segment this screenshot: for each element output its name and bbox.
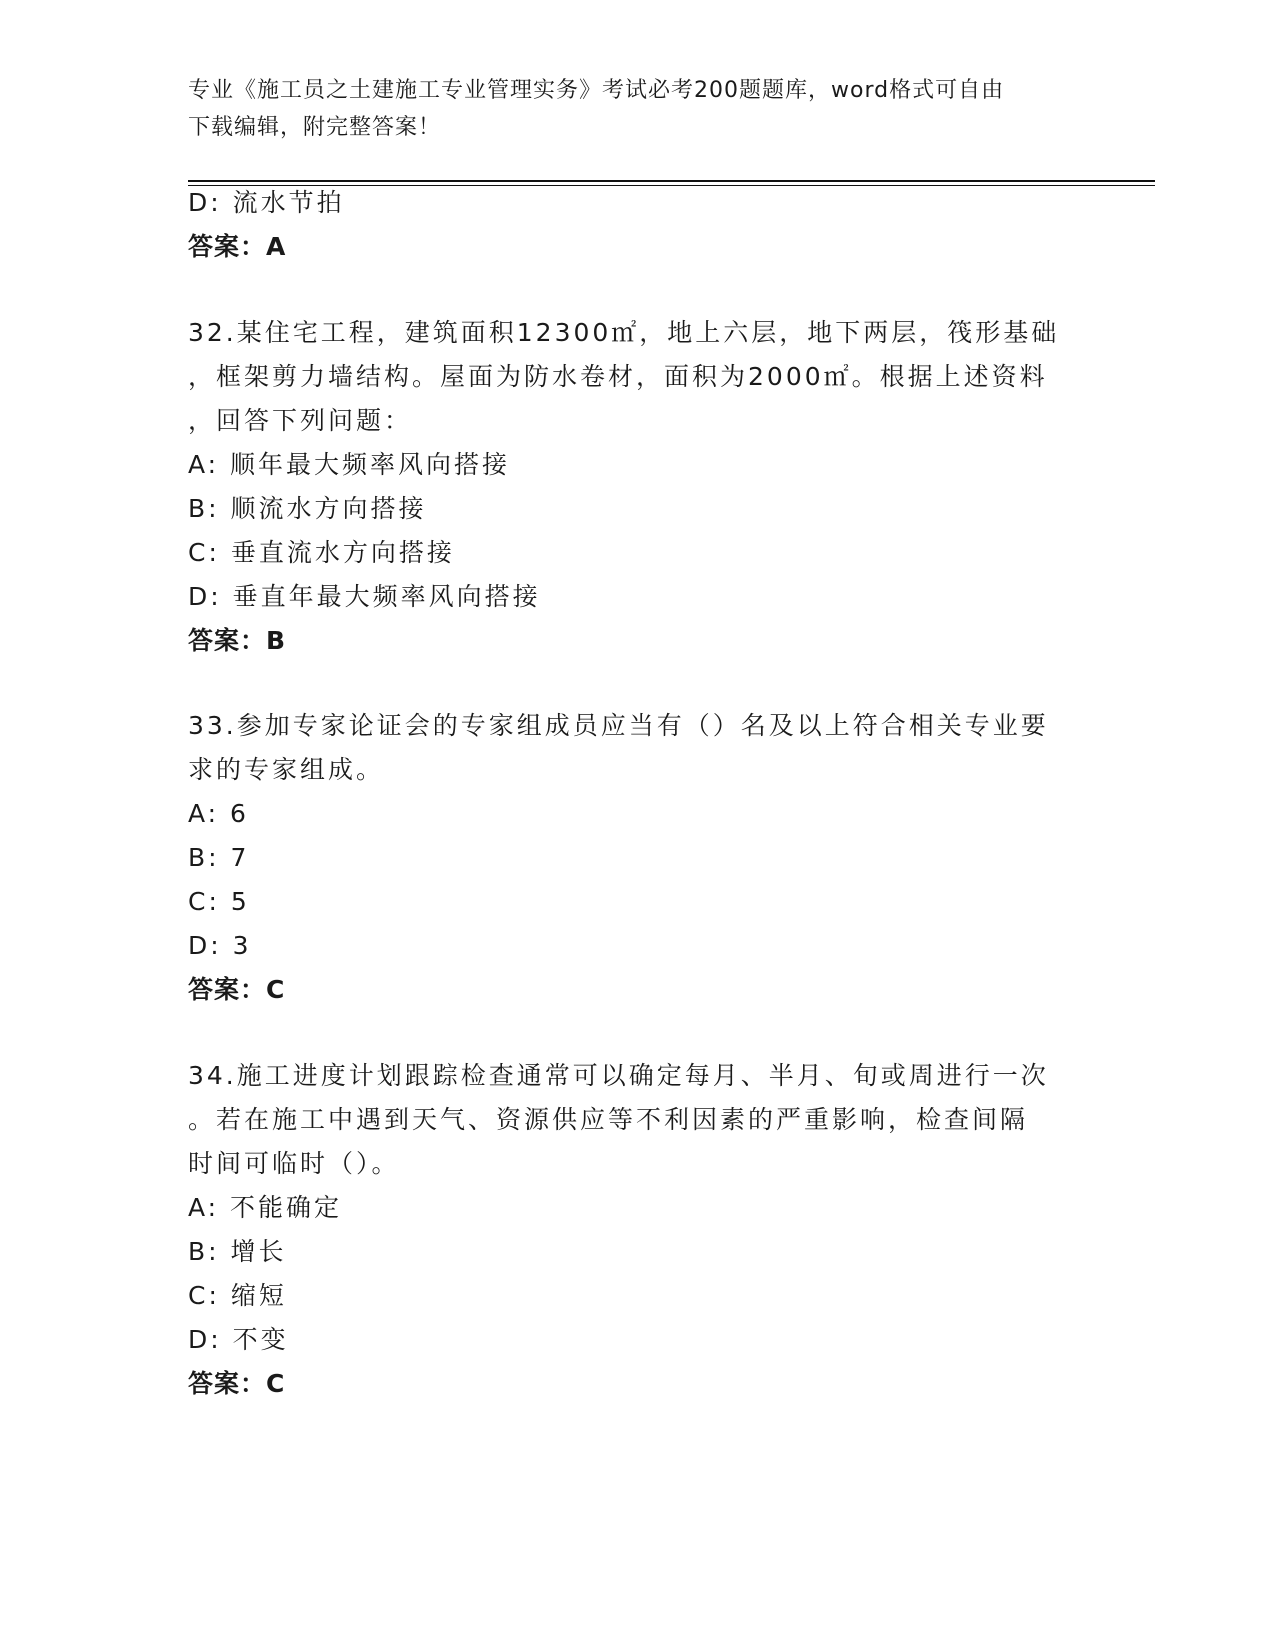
q32-stem-line-2: ，框架剪力墙结构。屋面为防水卷材，面积为2000㎡。根据上述资料 [188,362,1048,391]
q33-answer: 答案：C [188,975,286,1004]
q32-option-a: A: 顺年最大频率风向搭接 [188,450,511,479]
q34-option-a: A: 不能确定 [188,1193,343,1222]
q31-option-d: D: 流水节拍 [188,188,345,217]
q33-option-b: B: 7 [188,843,250,872]
header-line-2: 下载编辑，附完整答案！ [188,115,442,140]
q33-option-c: C: 5 [188,887,250,916]
q34-option-d: D: 不变 [188,1325,289,1354]
q32-option-c: C: 垂直流水方向搭接 [188,538,455,567]
q34-stem-line-2: 。若在施工中遇到天气、资源供应等不利因素的严重影响，检查间隔 [188,1105,1029,1134]
q32-option-b: B: 顺流水方向搭接 [188,494,427,523]
q33-option-a: A: 6 [188,799,249,828]
document-header [188,72,1088,146]
q32-stem-line-1: 32.某住宅工程，建筑面积12300㎡，地上六层，地下两层，筏形基础 [188,318,1060,347]
header-divider-thick [188,180,1155,182]
q33-stem-line-2: 求的专家组成。 [188,755,385,784]
header-line-1: 专业《施工员之土建施工专业管理实务》考试必考200题题库，word格式可自由 [188,78,1005,103]
q34-option-b: B: 增长 [188,1237,287,1266]
q34-stem-line-3: 时间可临时（）。 [188,1149,400,1178]
q34-answer: 答案：C [188,1369,286,1398]
q34-stem-line-1: 34.施工进度计划跟踪检查通常可以确定每月、半月、旬或周进行一次 [188,1061,1049,1090]
q32-option-d: D: 垂直年最大频率风向搭接 [188,582,541,611]
q32-stem-line-3: ，回答下列问题： [188,406,413,435]
q33-option-d: D: 3 [188,931,252,960]
q34-option-c: C: 缩短 [188,1281,287,1310]
q32-answer: 答案：B [188,626,287,655]
q31-answer: 答案：A [188,232,287,261]
q33-stem-line-1: 33.参加专家论证会的专家组成员应当有（）名及以上符合相关专业要 [188,711,1049,740]
